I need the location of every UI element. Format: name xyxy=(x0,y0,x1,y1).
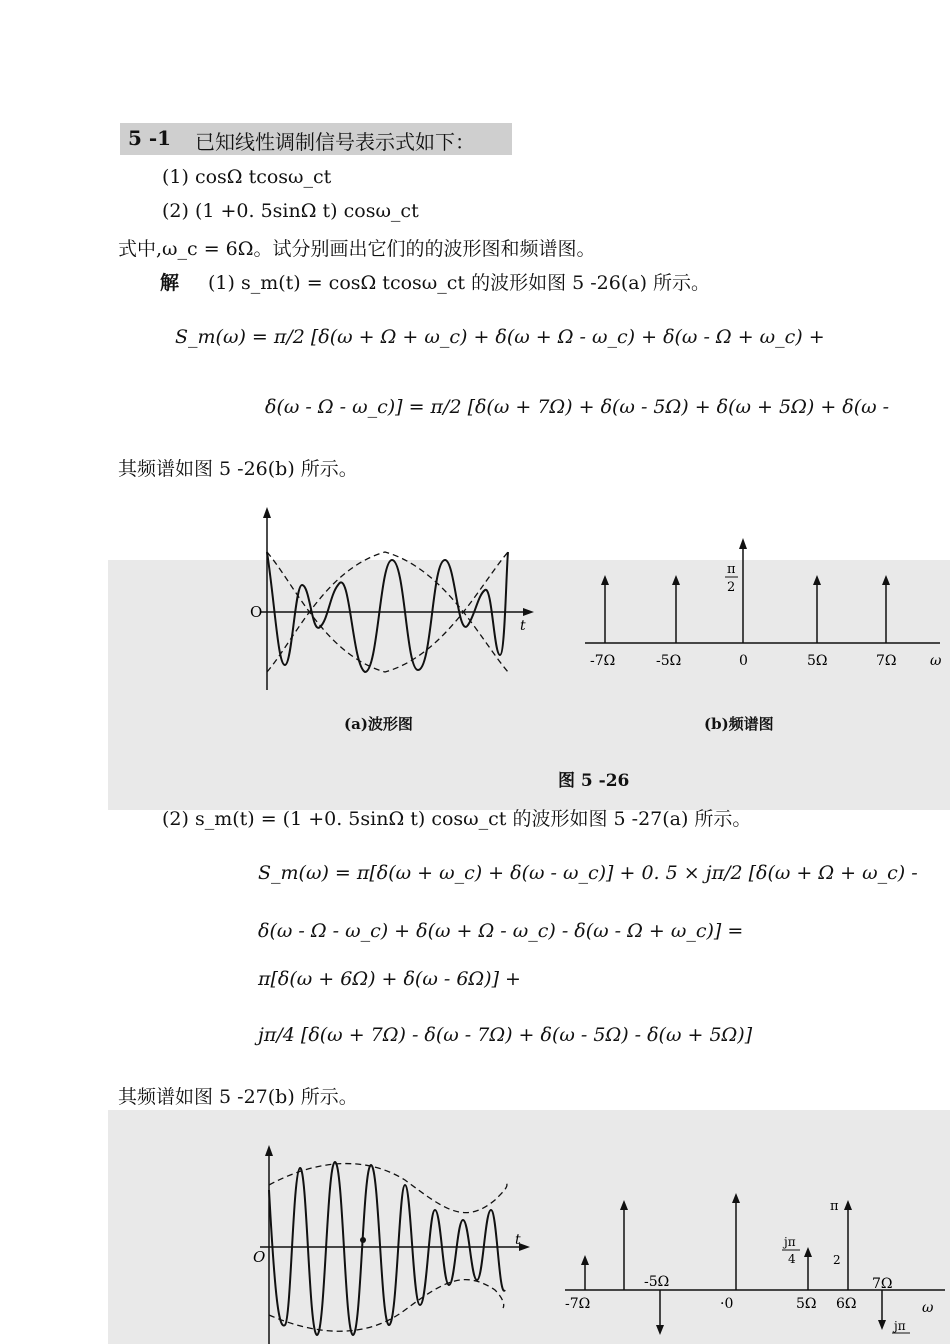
height-numerator: π xyxy=(727,562,736,577)
tick-minus7: -7Ω xyxy=(565,1296,591,1312)
axis-vertical-arrow xyxy=(265,1145,273,1156)
tick-zero: 0 xyxy=(739,653,748,669)
tick-plus5: 5Ω xyxy=(796,1296,817,1312)
equation-2-line-1: S_m(ω) = π[δ(ω + ω_c) + δ(ω - ω_c)] + 0. 5 × jπ/2 [δ(ω + Ω + ω_c) - xyxy=(258,862,918,884)
tick-plus6: 6Ω xyxy=(836,1296,857,1312)
envelope-upper xyxy=(267,552,385,614)
equation-2-line-4: jπ/4 [δ(ω + 7Ω) - δ(ω - 7Ω) + δ(ω - 5Ω) - δ(ω + 5Ω)] xyxy=(258,1024,753,1046)
marker-dot xyxy=(360,1237,366,1243)
problem-condition: 式中,ω_c = 6Ω。试分别画出它们的的波形图和频谱图。 xyxy=(118,238,596,260)
figure-5-26b-spectrum xyxy=(580,535,950,675)
solution-label: 解 xyxy=(160,272,180,294)
tick-plus7: 7Ω xyxy=(876,653,897,669)
jpi-lower-numerator: jπ xyxy=(894,1319,906,1333)
equation-2-line-2: δ(ω - Ω - ω_c) + δ(ω + Ω - ω_c) - δ(ω - Ω + ω_c)] = xyxy=(258,920,744,942)
axis-horizontal-arrow xyxy=(519,1243,530,1251)
solution-part2-spectrum: 其频谱如图 5 -27(b) 所示。 xyxy=(118,1086,358,1108)
origin-label: O xyxy=(253,1248,266,1266)
equation-2-line-3: π[δ(ω + 6Ω) + δ(ω - 6Ω)] + xyxy=(258,968,521,990)
solution-part2-intro: (2) s_m(t) = (1 +0. 5sinΩ t) cosω_ct 的波形如图 5 -27(a) 所示。 xyxy=(162,808,752,830)
omega-label: ω xyxy=(930,653,942,669)
axis-vertical-arrow xyxy=(263,507,271,518)
waveform-curve xyxy=(269,1162,505,1335)
tick-minus7: -7Ω xyxy=(590,653,616,669)
problem-item-1: (1) cosΩ tcosω_ct xyxy=(162,166,332,188)
origin-label: O xyxy=(250,603,263,621)
figure-5-26a-caption: (a)波形图 xyxy=(344,715,413,733)
figure-5-26-caption: 图 5 -26 xyxy=(558,771,630,791)
tick-plus5: 5Ω xyxy=(807,653,828,669)
solution-part1-spectrum: 其频谱如图 5 -26(b) 所示。 xyxy=(118,458,358,480)
height-denominator: 2 xyxy=(727,580,736,595)
pi-label: π xyxy=(830,1199,839,1214)
omega-label: ω xyxy=(922,1300,934,1316)
tick-plus7: 7Ω xyxy=(872,1276,893,1292)
tick-zero: ·0 xyxy=(720,1296,734,1312)
figure-5-27a-waveform xyxy=(245,1140,535,1344)
equation-1-line-1: S_m(ω) = π/2 [δ(ω + Ω + ω_c) + δ(ω + Ω - ω_c) + δ(ω - Ω + ω_c) + xyxy=(175,326,825,348)
solution-part1-intro: (1) s_m(t) = cosΩ tcosω_ct 的波形如图 5 -26(a) 所示。 xyxy=(208,272,711,294)
jpi-denominator: 4 xyxy=(788,1252,796,1266)
axis-horizontal-arrow xyxy=(523,608,534,616)
problem-title: 已知线性调制信号表示式如下： xyxy=(195,130,475,154)
figure-5-26b-caption: (b)频谱图 xyxy=(704,715,774,733)
problem-item-2: (2) (1 +0. 5sinΩ t) cosω_ct xyxy=(162,200,419,222)
tick-minus5: -5Ω xyxy=(644,1274,670,1290)
figure-5-27b-spectrum xyxy=(560,1190,950,1344)
t-axis-label: t xyxy=(515,1232,521,1248)
page-number: 2 xyxy=(833,1253,841,1267)
t-axis-label: t xyxy=(520,618,526,634)
tick-minus5: -5Ω xyxy=(656,653,682,669)
jpi-numerator: jπ xyxy=(784,1235,796,1249)
envelope-lower-dashed xyxy=(269,1280,504,1332)
equation-1-line-2: δ(ω - Ω - ω_c)] = π/2 [δ(ω + 7Ω) + δ(ω - 5Ω) + δ(ω + 5Ω) + δ(ω - xyxy=(265,396,890,418)
problem-number: 5 -1 xyxy=(128,126,172,150)
figure-5-26a-waveform xyxy=(240,505,540,700)
